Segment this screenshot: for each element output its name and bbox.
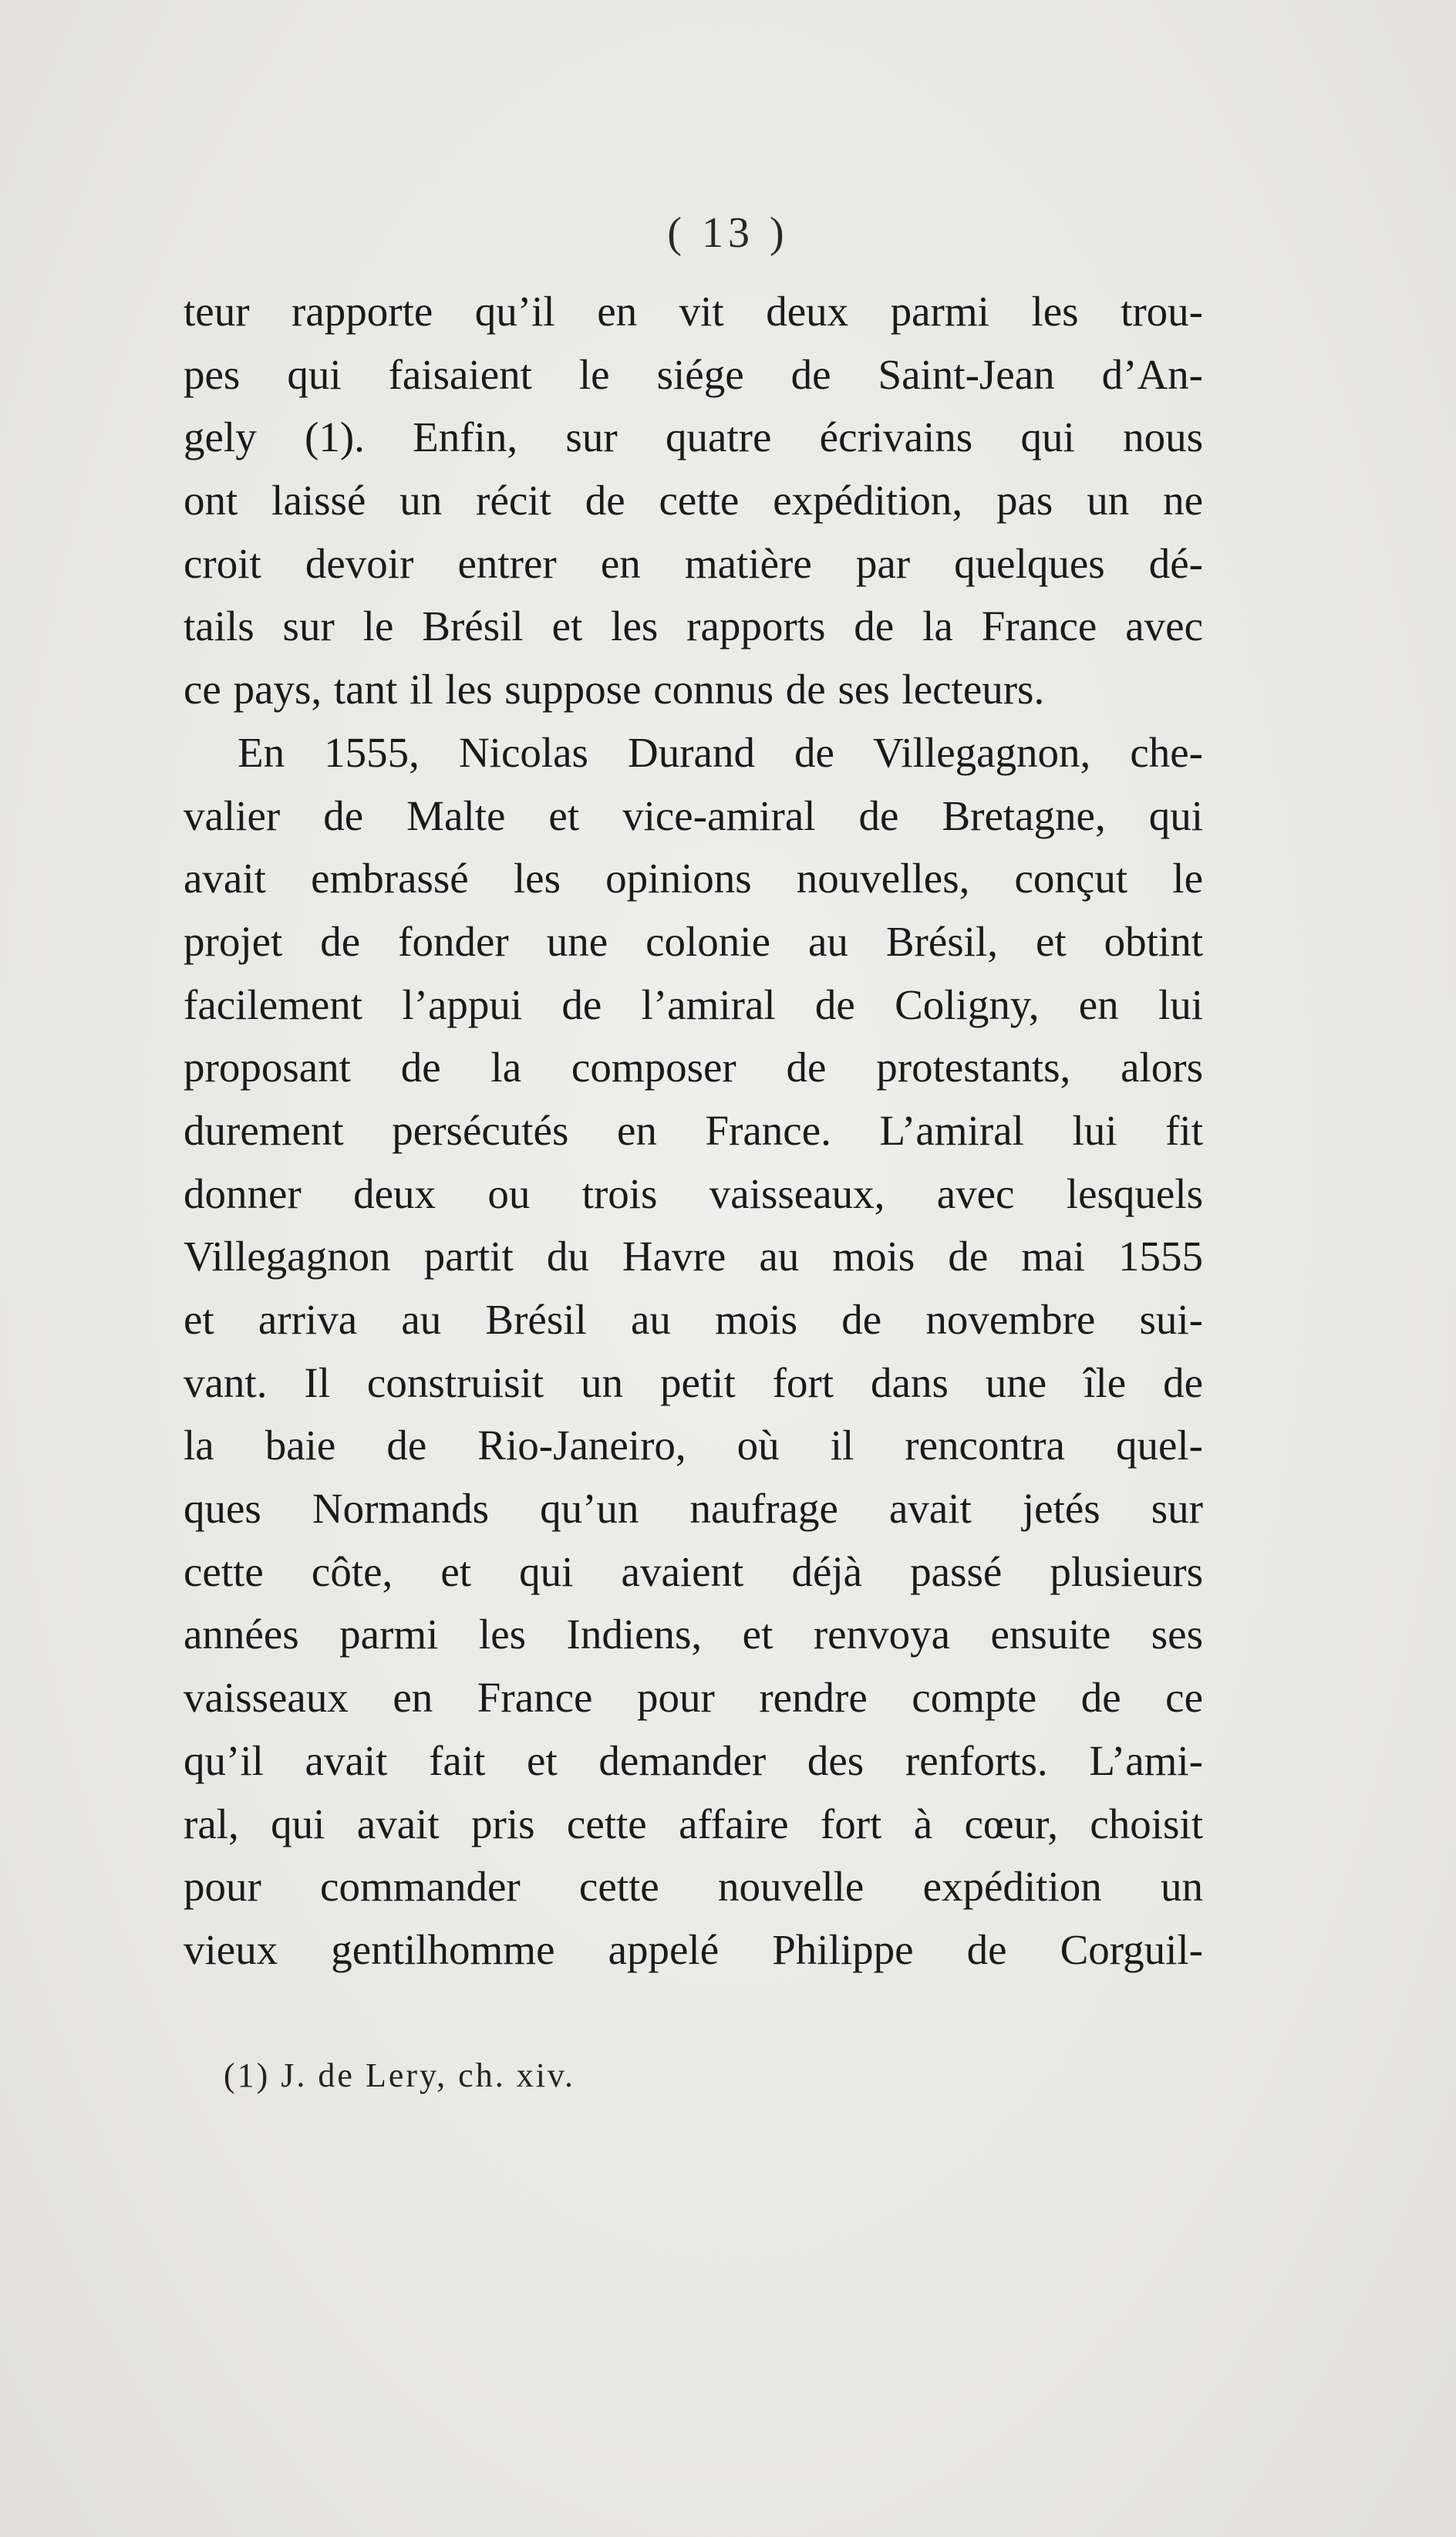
text-line: et arriva au Brésil au mois de novembre sui- [184,1296,1203,1343]
text-line: pour commander cette nouvelle expédition un [184,1863,1203,1911]
text-line: valier de Malte et vice-amiral de Bretagne, qui [184,791,1203,839]
text-line: ral, qui avait pris cette affaire fort à cœur, choisit [184,1800,1203,1847]
text-line: ont laissé un récit de cette expédition, pas un ne [184,477,1203,525]
text-line: teur rapporte qu’il en vit deux parmi les trou- [184,288,1203,335]
text-line: En 1555, Nicolas Durand de Villegagnon, che- [238,728,1203,776]
text-line: Villegagnon partit du Havre au mois de mai 1555 [184,1233,1203,1280]
text-line: avait embrassé les opinions nouvelles, conçut le [184,855,1203,902]
page-number: ( 13 ) [667,209,789,257]
text-line: la baie de Rio-Janeiro, où il rencontra quel- [184,1422,1203,1469]
text-line: pes qui faisaient le siége de Saint-Jean d’An- [184,350,1203,398]
text-line: vaisseaux en France pour rendre compte de ce [184,1674,1203,1722]
footnote: (1) J. de Lery, ch. xiv. [224,2056,576,2094]
text-line: projet de fonder une colonie au Brésil, et obtint [184,917,1203,965]
text-line: ce pays, tant il les suppose connus de ses lecteurs. [184,666,1045,714]
text-line: gely (1). Enfin, sur quatre écrivains qui nous [184,413,1203,461]
text-line: donner deux ou trois vaisseaux, avec lesquels [184,1169,1203,1217]
text-line: vieux gentilhomme appelé Philippe de Corguil- [184,1925,1203,1973]
text-line: vant. Il construisit un petit fort dans une île de [184,1358,1203,1406]
text-line: ques Normands qu’un naufrage avait jetés sur [184,1485,1203,1533]
body-text [184,280,1203,1982]
text-line: qu’il avait fait et demander des renforts. L’ami- [184,1736,1203,1784]
text-line: cette côte, et qui avaient déjà passé plusieurs [184,1547,1203,1595]
text-line: croit devoir entrer en matière par quelques dé- [184,539,1203,587]
text-line: facilement l’appui de l’amiral de Coligny, en lui [184,980,1203,1028]
text-line: durement persécutés en France. L’amiral lui fit [184,1106,1203,1154]
text-line: proposant de la composer de protestants, alors [184,1044,1203,1091]
text-line: tails sur le Brésil et les rapports de la France avec [184,602,1203,650]
bleed-through-shadow [177,1982,1272,2044]
text-line: années parmi les Indiens, et renvoya ensuite ses [184,1611,1203,1658]
